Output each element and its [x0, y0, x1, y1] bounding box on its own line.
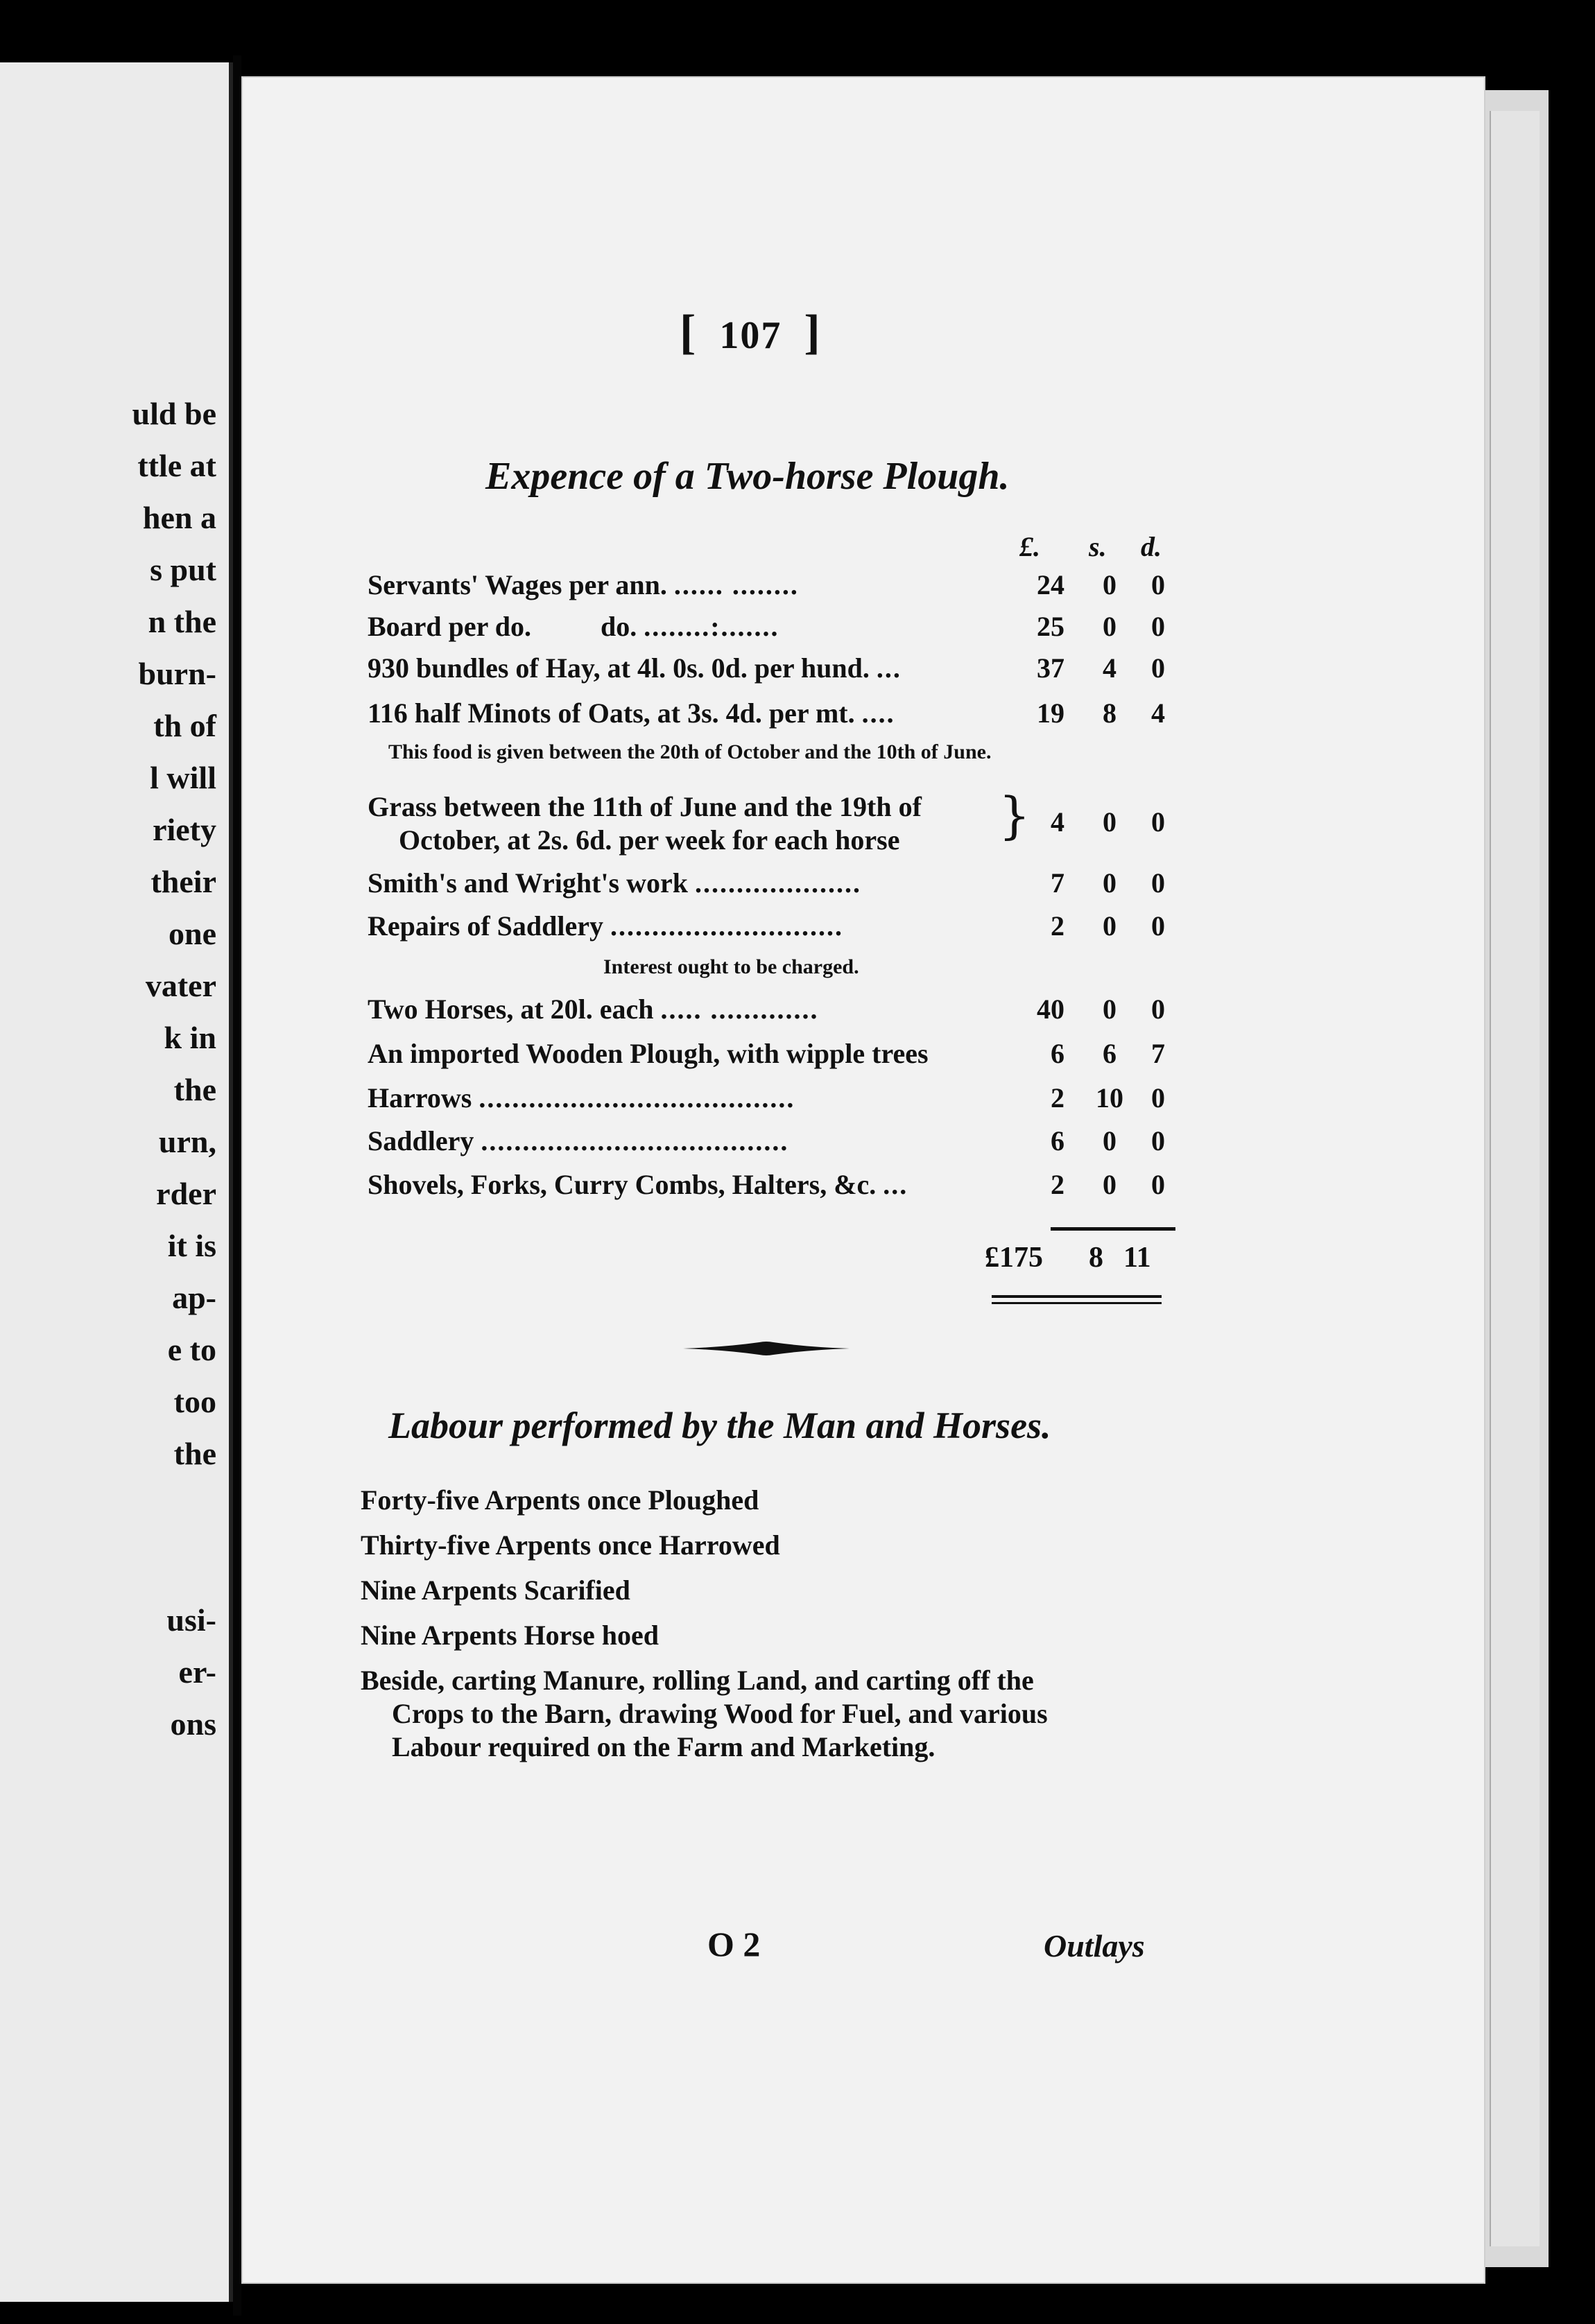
- amount-pounds: 6: [1051, 1038, 1064, 1069]
- expense-row: Two Horses, at 20l. each ..... .............: [368, 994, 819, 1025]
- amount-pounds: 2: [1051, 1082, 1064, 1113]
- total-rule: [992, 1295, 1162, 1298]
- facing-text-line: ap-: [172, 1280, 216, 1315]
- amount-pence: 0: [1151, 910, 1165, 942]
- total-pence: 11: [1123, 1242, 1151, 1274]
- amount-pounds: 19: [1037, 697, 1064, 729]
- amount-shillings: 0: [1103, 1125, 1116, 1156]
- ornament-divider: [683, 1338, 850, 1362]
- grass-line-1: Grass between the 11th of June and the 19th of: [368, 791, 922, 822]
- facing-text-line: l will: [150, 760, 216, 795]
- sum-rule: [1051, 1227, 1175, 1231]
- amount-shillings: 0: [1103, 1169, 1116, 1200]
- grass-line-2: October, at 2s. 6d. per week for each horse: [399, 824, 900, 856]
- labour-line: Thirty-five Arpents once Harrowed: [361, 1529, 780, 1561]
- column-pounds: £.: [1019, 531, 1040, 562]
- amount-pence: 0: [1151, 1082, 1165, 1113]
- labour-line: Labour required on the Farm and Marketing.: [392, 1731, 936, 1762]
- amount-shillings: 4: [1103, 652, 1116, 684]
- facing-text-line: one: [169, 916, 216, 951]
- total-pounds: £175: [985, 1242, 1043, 1274]
- facing-text-line: ttle at: [137, 448, 216, 483]
- labour-line: Beside, carting Manure, rolling Land, and carting off the: [361, 1665, 1034, 1696]
- amount-pence: 0: [1151, 1169, 1165, 1200]
- facing-text-line: urn,: [158, 1124, 216, 1159]
- amount-pounds: 7: [1051, 867, 1064, 899]
- amount-pounds: 40: [1037, 994, 1064, 1025]
- facing-text-line: the: [173, 1072, 216, 1107]
- facing-text-line: n the: [148, 604, 216, 639]
- facing-text-line: th of: [153, 708, 216, 743]
- facing-page: [0, 62, 233, 2302]
- amount-shillings: 0: [1103, 867, 1116, 899]
- expense-row: Saddlery .....................................: [368, 1125, 789, 1156]
- amount-pence: 0: [1151, 994, 1165, 1025]
- facing-text-line: burn-: [138, 656, 216, 691]
- amount-shillings: 0: [1103, 910, 1116, 942]
- amount-pence: 0: [1151, 611, 1165, 642]
- amount-shillings: 8: [1103, 697, 1116, 729]
- facing-text-line: vater: [145, 968, 216, 1003]
- facing-text-line: er-: [178, 1654, 216, 1690]
- catchword: Outlays: [1044, 1928, 1145, 1963]
- labour-line: Nine Arpents Horse hoed: [361, 1620, 659, 1651]
- page-number: [ 107 ]: [680, 306, 822, 359]
- labour-line: Nine Arpents Scarified: [361, 1575, 630, 1606]
- amount-pounds: 24: [1037, 569, 1064, 600]
- amount-pence: 0: [1151, 569, 1165, 600]
- amount-pence: 4: [1151, 697, 1165, 729]
- amount-pence: 0: [1151, 806, 1165, 838]
- amount-shillings: 0: [1103, 611, 1116, 642]
- facing-text-line: ons: [170, 1706, 216, 1742]
- facing-text-line: their: [150, 864, 216, 899]
- amount-shillings: 6: [1103, 1038, 1116, 1069]
- expense-row: Smith's and Wright's work ....................: [368, 867, 861, 899]
- facing-text-line: it is: [167, 1228, 216, 1263]
- brace-icon: }: [999, 786, 1031, 844]
- amount-pence: 0: [1151, 867, 1165, 899]
- amount-pounds: 37: [1037, 652, 1064, 684]
- amount-shillings: 0: [1103, 994, 1116, 1025]
- amount-pounds: 2: [1051, 910, 1064, 942]
- expense-row: Board per do. do. ........:.......: [368, 611, 779, 642]
- amount-pence: 0: [1151, 652, 1165, 684]
- facing-text-line: e to: [167, 1332, 216, 1367]
- facing-text-line: riety: [153, 812, 216, 847]
- expense-row: Servants' Wages per ann. ...... ........: [368, 569, 799, 600]
- amount-pence: 7: [1151, 1038, 1165, 1069]
- labour-line: Crops to the Barn, drawing Wood for Fuel, and various: [392, 1698, 1048, 1729]
- page-edge: [1490, 111, 1540, 2246]
- facing-text-line: s put: [150, 552, 216, 587]
- expense-row: 930 bundles of Hay, at 4l. 0s. 0d. per hund. ...: [368, 652, 902, 684]
- amount-pounds: 4: [1051, 806, 1064, 838]
- facing-text-line: uld be: [132, 396, 216, 431]
- book-gutter: [233, 55, 241, 2316]
- food-note: This food is given between the 20th of October and the 10th of June.: [388, 740, 992, 763]
- facing-text-line: the: [173, 1436, 216, 1471]
- column-pence: d.: [1141, 531, 1162, 562]
- expense-row: Shovels, Forks, Curry Combs, Halters, &c. ...: [368, 1169, 908, 1200]
- expense-title: Expence of a Two-horse Plough.: [485, 455, 1010, 498]
- expense-row: Repairs of Saddlery ............................: [368, 910, 843, 942]
- labour-line: Forty-five Arpents once Ploughed: [361, 1484, 759, 1516]
- amount-pence: 0: [1151, 1125, 1165, 1156]
- amount-shillings: 0: [1103, 806, 1116, 838]
- expense-row: An imported Wooden Plough, with wipple trees: [368, 1038, 929, 1069]
- amount-pounds: 2: [1051, 1169, 1064, 1200]
- signature-mark: O 2: [707, 1925, 761, 1963]
- total-rule: [992, 1302, 1162, 1304]
- expense-row: 116 half Minots of Oats, at 3s. 4d. per mt. ....: [368, 697, 895, 729]
- facing-text-line: k in: [164, 1020, 216, 1055]
- column-shillings: s.: [1089, 531, 1107, 562]
- labour-title: Labour performed by the Man and Horses.: [388, 1405, 1051, 1446]
- interest-note: Interest ought to be charged.: [603, 955, 859, 978]
- facing-text-line: rder: [156, 1176, 216, 1211]
- amount-pounds: 25: [1037, 611, 1064, 642]
- facing-text-line: hen a: [142, 500, 216, 535]
- amount-shillings: 0: [1103, 569, 1116, 600]
- facing-text-line: usi-: [166, 1602, 216, 1638]
- expense-row: Harrows ......................................: [368, 1082, 795, 1113]
- total-shillings: 8: [1089, 1242, 1103, 1274]
- facing-text-line: too: [173, 1384, 216, 1419]
- amount-shillings: 10: [1096, 1082, 1123, 1113]
- amount-pounds: 6: [1051, 1125, 1064, 1156]
